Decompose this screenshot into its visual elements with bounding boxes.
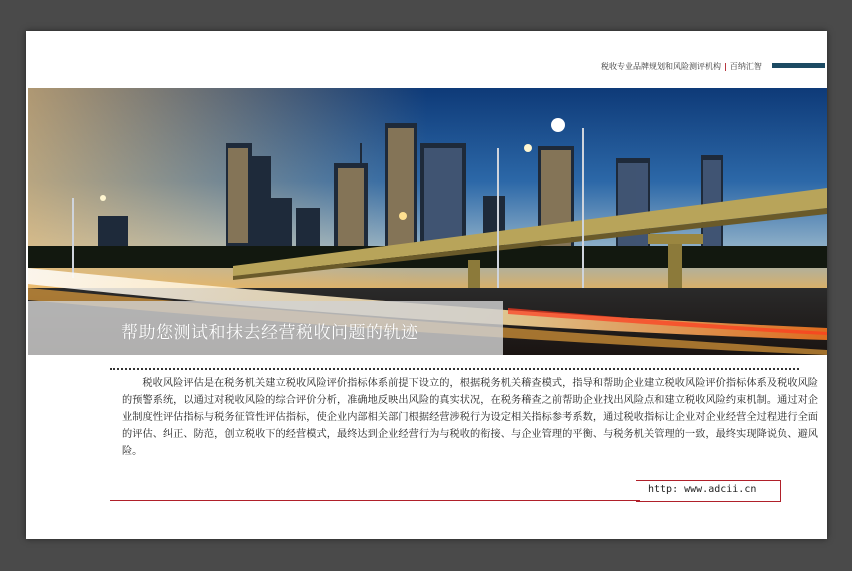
brochure-page [26,31,827,539]
website-link[interactable]: http: www.adcii.cn [648,484,757,495]
body-paragraph: 税收风险评估是在税务机关建立税收风险评价指标体系前提下设立的，根据税务机关稽查模式，指导和帮助企业建立税收风险评价指标体系及税收风险的预警系统，以通过对税收风险的综合评价分析，准确地反映出风险的真实状况，在税务稽查之前帮助企业找出风险点和建立税收风险约束机制。通过对企业制度性评估指标与税务征管性评估指标，使企业内部相关部门根据经营涉税行为设定相关指标参考系数，通过税收指标让企业对企业经营全过程进行全面的评估、纠正、防范，创立税收下的经营模式，最终达到企业经营行为与税收的衔接、与企业管理的平衡、与税务机关管理的一致，最终实现降说负、避风险。 [122,378,818,457]
dotted-divider [110,368,799,370]
header-accent-bar [772,63,825,68]
page-header [601,61,762,72]
header-separator: | [724,62,727,71]
header-brand: 百纳汇智 [729,62,762,71]
banner-caption: 帮助您测试和抹去经营税收问题的轨迹 [121,323,419,343]
footer-rule [110,500,640,501]
header-title: 税收专业品牌规划和风险测评机构 [601,62,721,71]
